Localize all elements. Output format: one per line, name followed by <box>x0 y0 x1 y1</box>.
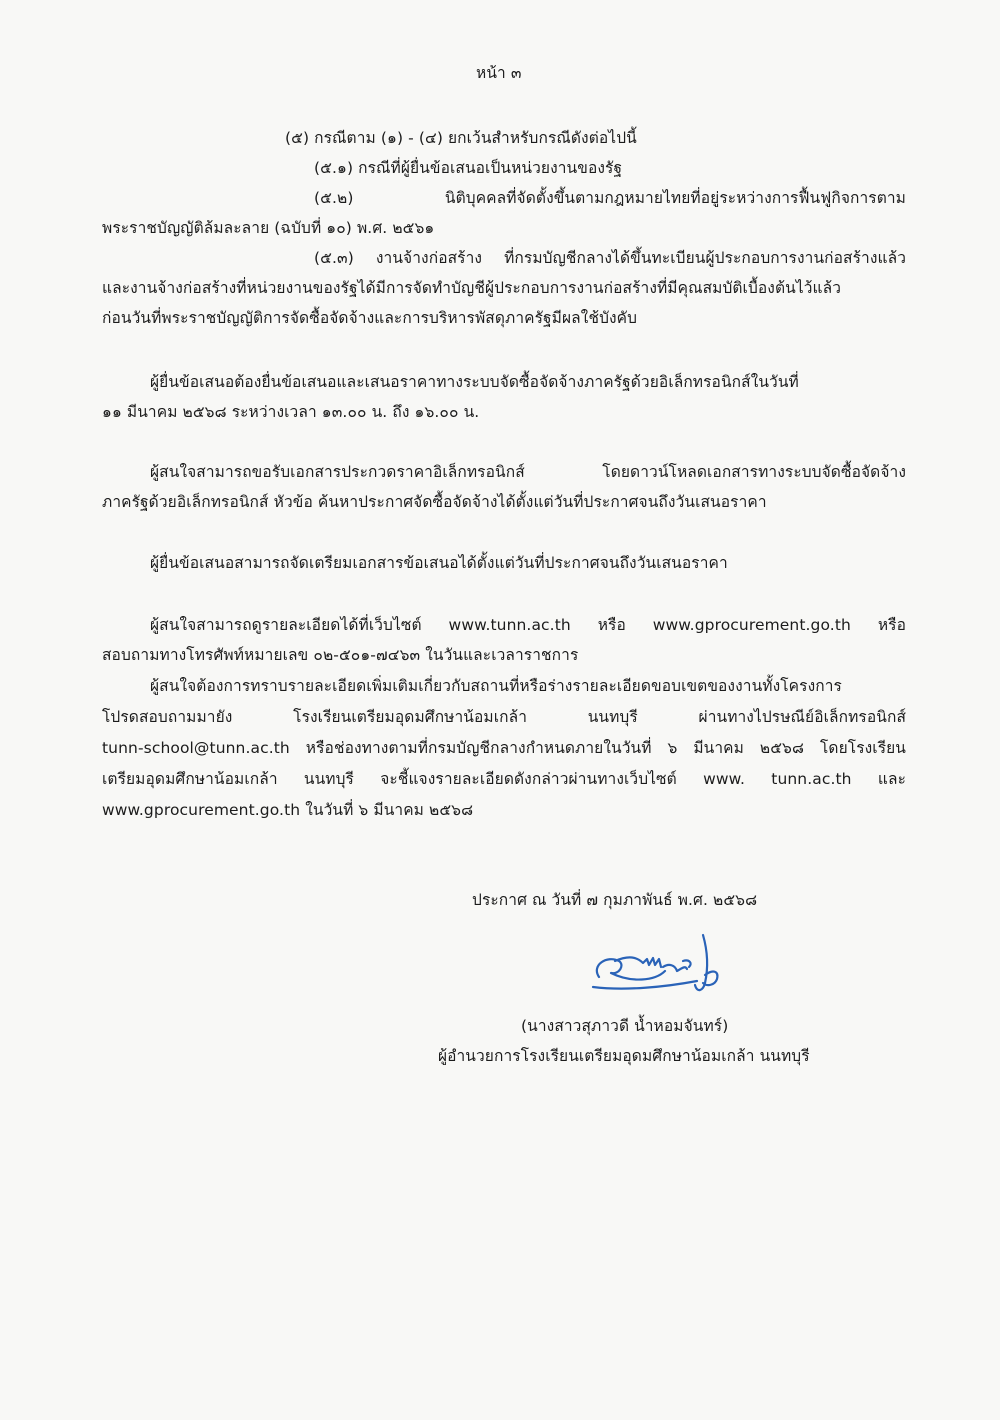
clause-5-3-line-1: (๕.๓) งานจ้างก่อสร้าง ที่กรมบัญชีกลางได้ขึ้นทะเบียนผู้ประกอบการงานก่อสร้างแล้ว <box>314 249 906 267</box>
inquiry-line-5: www.gprocurement.go.th ในวันที่ ๖ มีนาคม ๒๕๖๘ <box>102 801 474 819</box>
page-number: หน้า ๓ <box>476 64 522 82</box>
inquiry-line-4: เตรียมอุดมศึกษาน้อมเกล้า นนทบุรี จะชี้แจงรายละเอียดดังกล่าวผ่านทางเว็บไซต์ www. tunn.ac.th และ <box>102 770 906 788</box>
submission-line-1: ผู้ยื่นข้อเสนอต้องยื่นข้อเสนอและเสนอราคาทางระบบจัดซื้อจัดจ้างภาครัฐด้วยอิเล็กทรอนิกส์ในวันที่ <box>150 373 799 391</box>
clause-5-2-line-2: พระราชบัญญัติล้มละลาย (ฉบับที่ ๑๐) พ.ศ. ๒๕๖๑ <box>102 219 435 237</box>
details-line-2: สอบถามทางโทรศัพท์หมายเลข ๐๒-๕๐๑-๗๔๖๓ ในวันและเวลาราชการ <box>102 646 579 664</box>
signer-title: ผู้อำนวยการโรงเรียนเตรียมอุดมศึกษาน้อมเกล้า นนทบุรี <box>438 1047 810 1065</box>
clause-5-1: (๕.๑) กรณีที่ผู้ยื่นข้อเสนอเป็นหน่วยงานของรัฐ <box>314 159 623 177</box>
inquiry-line-1: ผู้สนใจต้องการทราบรายละเอียดเพิ่มเติมเกี่ยวกับสถานที่หรือร่างรายละเอียดขอบเขตของงานทั้งโครงการ <box>150 677 842 695</box>
clause-5-3-line-2: และงานจ้างก่อสร้างที่หน่วยงานของรัฐได้มีการจัดทำบัญชีผู้ประกอบการงานก่อสร้างที่มีคุณสมบัติเบื้องต้นไว้แล้ว <box>102 279 842 297</box>
download-line-2: ภาครัฐด้วยอิเล็กทรอนิกส์ หัวข้อ ค้นหาประกาศจัดซื้อจัดจ้างได้ตั้งแต่วันที่ประกาศจนถึงวันเสนอราคา <box>102 493 767 511</box>
announcement-date: ประกาศ ณ วันที่ ๗ กุมภาพันธ์ พ.ศ. ๒๕๖๘ <box>472 891 758 909</box>
clause-5-heading: (๕) กรณีตาม (๑) - (๔) ยกเว้นสำหรับกรณีดังต่อไปนี้ <box>285 129 637 147</box>
clause-5-3-line-3: ก่อนวันที่พระราชบัญญัติการจัดซื้อจัดจ้างและการบริหารพัสดุภาครัฐมีผลใช้บังคับ <box>102 309 638 327</box>
signature-image <box>585 925 735 1009</box>
inquiry-line-3: tunn-school@tunn.ac.th หรือช่องทางตามที่กรมบัญชีกลางกำหนดภายในวันที่ ๖ มีนาคม ๒๕๖๘ โดยโรงเรียน <box>102 739 906 757</box>
prepare-line-1: ผู้ยื่นข้อเสนอสามารถจัดเตรียมเอกสารข้อเสนอได้ตั้งแต่วันที่ประกาศจนถึงวันเสนอราคา <box>150 554 728 572</box>
inquiry-line-2: โปรดสอบถามมายัง โรงเรียนเตรียมอุดมศึกษาน้อมเกล้า นนทบุรี ผ่านทางไปรษณีย์อิเล็กทรอนิกส์ <box>102 708 906 726</box>
submission-line-2: ๑๑ มีนาคม ๒๕๖๘ ระหว่างเวลา ๑๓.๐๐ น. ถึง ๑๖.๐๐ น. <box>102 403 480 421</box>
details-line-1: ผู้สนใจสามารถดูรายละเอียดได้ที่เว็บไซต์ www.tunn.ac.th หรือ www.gprocurement.go.th หรือ <box>150 616 906 634</box>
clause-5-2-line-1: (๕.๒) นิติบุคคลที่จัดตั้งขึ้นตามกฎหมายไทยที่อยู่ระหว่างการฟื้นฟูกิจการตาม <box>314 189 906 207</box>
download-line-1: ผู้สนใจสามารถขอรับเอกสารประกวดราคาอิเล็กทรอนิกส์ โดยดาวน์โหลดเอกสารทางระบบจัดซื้อจัดจ้าง <box>150 463 906 481</box>
signer-name: (นางสาวสุภาวดี น้ำหอมจันทร์) <box>521 1017 729 1035</box>
